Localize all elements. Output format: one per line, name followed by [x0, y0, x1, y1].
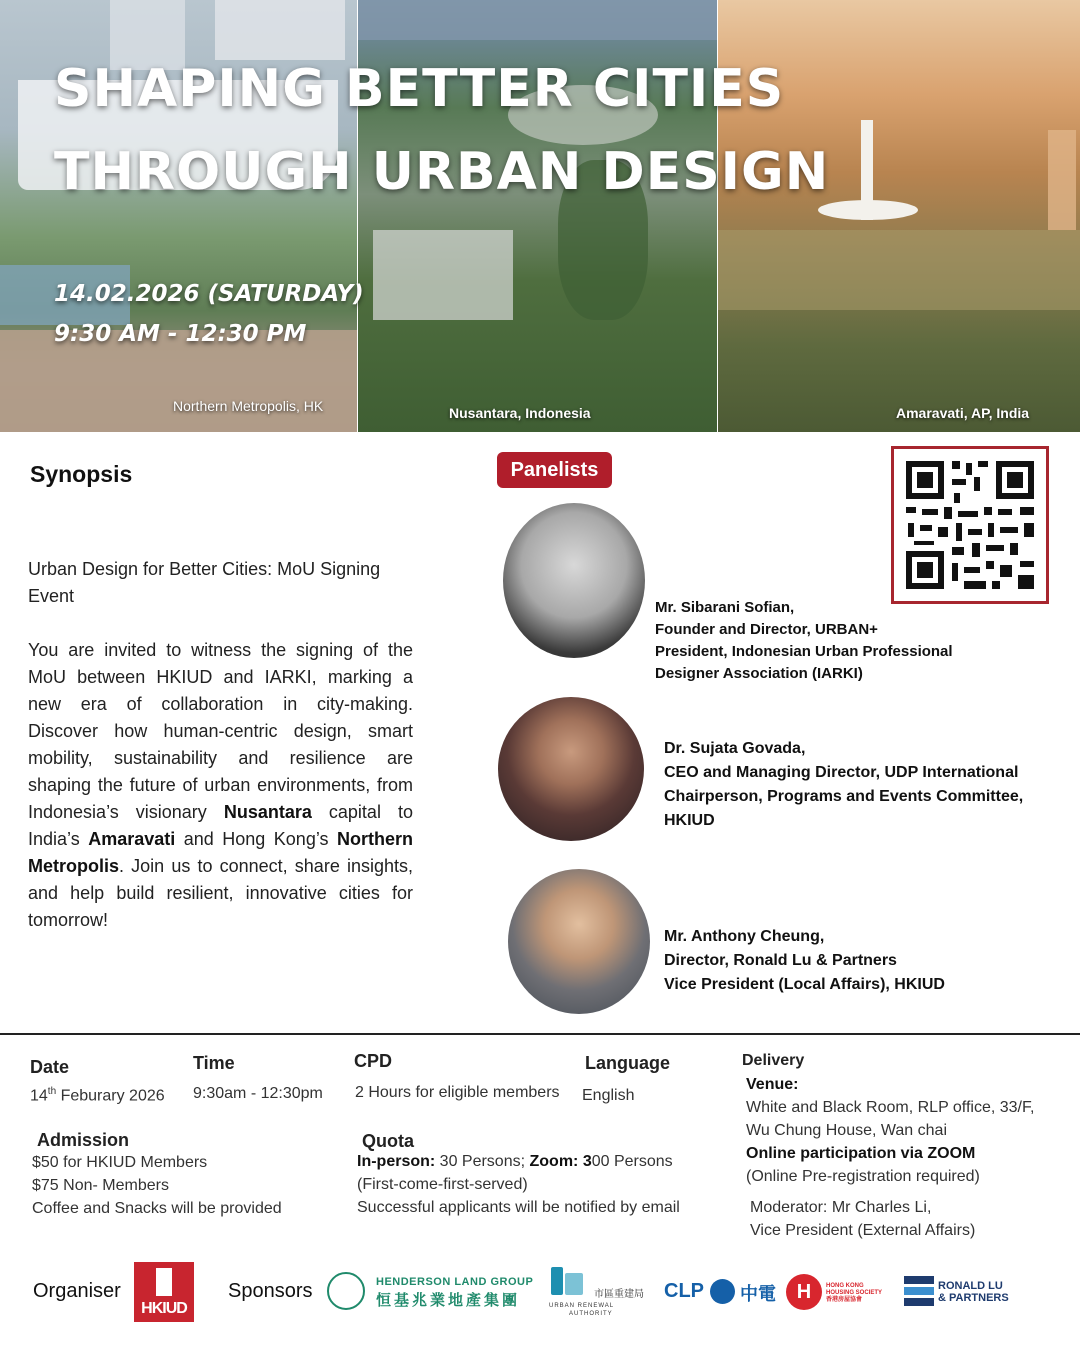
avatar-sujata-govada: [498, 697, 644, 841]
panelist-sibarani-sofian: Mr. Sibarani Sofian, Founder and Director, URBAN+ President, Indonesian Urban Professional Designer Association (IARKI): [655, 599, 953, 682]
ura-name-en: URBAN RENEWAL AUTHORITY: [549, 1303, 615, 1317]
delivery-label: Delivery: [742, 1052, 805, 1069]
sponsors-label: Sponsors: [228, 1280, 313, 1302]
synopsis-body: You are invited to witness the signing of the MoU between HKIUD and IARKI, marking a new era of collaboration in city-making. Discover how human-centric design, smart mobility, sustainability and resilience are shaping the future of urban environments, from Indonesia’s visionary Nusantara capital to India’s Amaravati and Hong Kong’s Northern Metropolis. Join us to connect, share insights, and help build resilient, innovative cities for tomorrow!: [28, 640, 413, 930]
time-label: Time: [193, 1053, 235, 1073]
highlight-amaravati: Amaravati: [88, 829, 176, 849]
avatar-sibarani-sofian: [503, 503, 645, 658]
section-divider: [0, 1033, 1080, 1035]
online-label: Online participation via ZOOM: [746, 1145, 976, 1162]
language-label: Language: [585, 1053, 671, 1073]
hkhs-emblem-icon: H: [786, 1274, 822, 1310]
registration-qr-code[interactable]: [891, 446, 1049, 604]
ura-name-zh: 市區重建局: [594, 1289, 644, 1300]
moderator: [750, 1196, 975, 1242]
event-date: 14.02.2026 (SATURDAY): [54, 281, 364, 307]
quota-label: Quota: [362, 1131, 414, 1151]
venue-line-1: White and Black Room, RLP office, 33/F,: [746, 1099, 1035, 1116]
hero-banner: [0, 0, 1080, 432]
hkiud-logo: HKIUD: [134, 1262, 194, 1322]
hkhs-name: HONG KONG HOUSING SOCIETY 香港房屋協會: [826, 1283, 883, 1303]
ura-logo: [551, 1267, 585, 1297]
synopsis-heading: Synopsis: [30, 461, 133, 487]
henderson-name-en: HENDERSON LAND GROUP: [376, 1276, 534, 1288]
event-datetime: [54, 274, 364, 354]
rlp-name: RONALD LU & PARTNERS: [938, 1280, 1009, 1304]
highlight-northern-metropolis: Northern Metropolis: [28, 829, 413, 876]
quota-line-1: In-person: 30 Persons; Zoom: 300 Persons: [357, 1153, 673, 1170]
admission-details: [32, 1151, 282, 1220]
quota-line-2: (First-come-first-served): [357, 1176, 528, 1193]
date-label: Date: [30, 1057, 70, 1077]
cpd-value: 2 Hours for eligible members: [355, 1084, 560, 1101]
admission-line-members: $50 for HKIUD Members: [32, 1154, 208, 1171]
online-note: (Online Pre-registration required): [746, 1168, 980, 1185]
date-value: 14th Feburary 2026: [30, 1086, 165, 1105]
venue-line-2: Wu Chung House, Wan chai: [746, 1122, 947, 1139]
quota-details: [357, 1150, 680, 1219]
panelist-anthony-cheung: Mr. Anthony Cheung, Director, Ronald Lu & Partners Vice President (Local Affairs), HKIUD: [664, 928, 945, 993]
delivery-details: [746, 1073, 1034, 1188]
clp-name-en: CLP: [664, 1280, 704, 1302]
language-value: English: [582, 1087, 635, 1104]
caption-nusantara: Nusantara, Indonesia: [449, 405, 591, 421]
qr-code-icon: [894, 449, 1046, 601]
admission-line-non-members: $75 Non- Members: [32, 1177, 169, 1194]
venue-label: Venue:: [746, 1076, 799, 1093]
admission-line-refreshments: Coffee and Snacks will be provided: [32, 1200, 282, 1217]
highlight-nusantara: Nusantara: [223, 802, 312, 822]
quota-line-3: Successful applicants will be notified by email: [357, 1199, 680, 1216]
avatar-anthony-cheung: [508, 869, 650, 1014]
panelists-badge: Panelists: [497, 452, 612, 488]
rlp-emblem-icon: [904, 1276, 934, 1306]
panelist-sujata-govada: Dr. Sujata Govada, CEO and Managing Director, UDP International Chairperson, Programs and Events Committee, HKIUD: [664, 740, 1024, 829]
caption-northern-metropolis: Northern Metropolis, HK: [173, 398, 324, 414]
caption-amaravati: Amaravati, AP, India: [896, 405, 1030, 421]
time-value: 9:30am - 12:30pm: [193, 1085, 323, 1102]
event-title-line-2: THROUGH URBAN DESIGN: [54, 142, 830, 202]
event-title-line-1: SHAPING BETTER CITIES: [54, 59, 785, 119]
event-time: 9:30 AM - 12:30 PM: [54, 321, 307, 347]
moderator-line-2: Vice President (External Affairs): [750, 1222, 976, 1239]
organiser-label: Organiser: [33, 1280, 121, 1302]
clp-emblem-icon: [710, 1279, 735, 1304]
event-title: [54, 48, 954, 214]
moderator-line-1: Moderator: Mr Charles Li,: [750, 1199, 932, 1216]
admission-label: Admission: [37, 1130, 130, 1150]
henderson-name-zh: 恒基兆業地產集團: [376, 1292, 521, 1309]
synopsis-subtitle: Urban Design for Better Cities: MoU Signing Event: [28, 559, 381, 606]
henderson-emblem-icon: [327, 1272, 365, 1310]
clp-name-zh: 中電: [740, 1284, 776, 1304]
cpd-label: CPD: [354, 1051, 393, 1071]
